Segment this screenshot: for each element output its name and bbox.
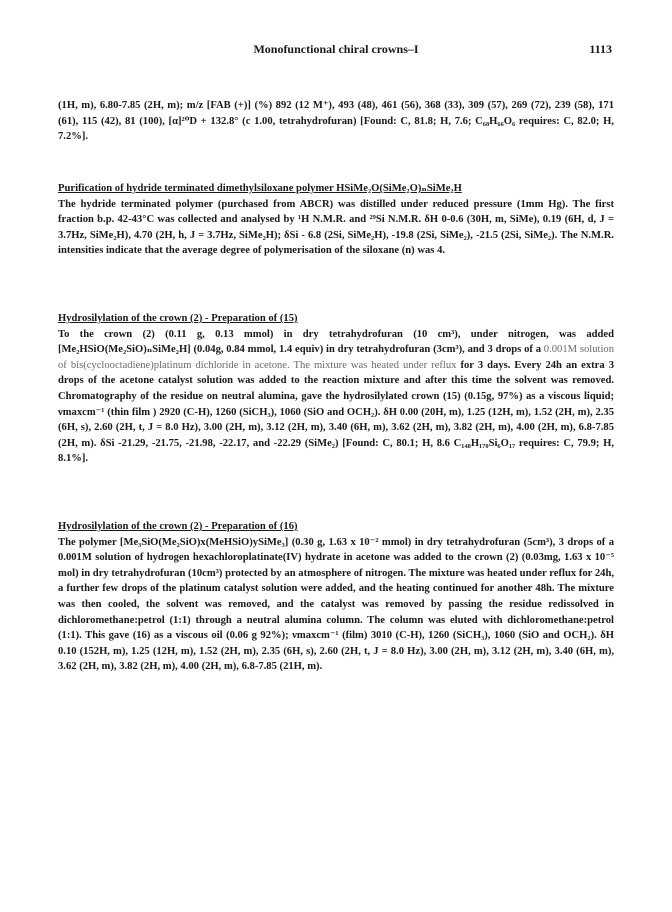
purification-section — [58, 181, 614, 259]
preparation-16-paragraph: The polymer [Me₃SiO(Me₂SiO)x(MeHSiO)ySiMe₃] (0.30 g, 1.63 x 10⁻² mmol) in dry tetrahydrofuran (5cm³), 3 drops of a 0.001M solution of hydrogen hexachloroplatinate(IV) hydrate in acetone was added to the crown (2) (0.03mg, 1.63 x 10⁻⁵ mol) in dry tetrahydrofuran (10cm³) protected by an atmosphere of nitrogen. The mixture was heated under reflux for 24h, a further few drops of the platinum catalyst solution were added, and the heating continued for another 48h. The mixture was then cooled, the solvent was removed, and the catalyst was removed by passing the residue redissolved in dichloromethane:petrol (1:1) through a neutral alumina column. The column was eluted with dichloromethane:petrol (1:1). This gave (16) as a viscous oil (0.06 g 92%); νmaxcm⁻¹ (film) 3010 (C-H), 1260 (SiCH₃), 1060 (SiO and OCH₂). δH 0.10 (152H, m), 1.25 (12H, m), 1.52 (2H, m), 2.35 (6H, s), 2.60 (2H, t, J = 8.0 Hz), 3.00 (2H, m), 3.12 (2H, m), 3.40 (6H, m), 3.62 (2H, m), 3.82 (2H, m), 4.00 (2H, m), 6.8-7.85 (21H, m). — [58, 536, 614, 673]
preparation-16-section — [58, 519, 614, 675]
preparation-16-heading: Hydrosilylation of the crown (2) - Preparation of (16) — [58, 521, 298, 532]
preparation-15-text-end: for 3 days. Every 24h an extra 3 drops of the acetone catalyst solution was added to the reaction mixture and after this time the solvent was removed. Chromatography of the residue on neutral alumina, gave the hydrosilylated crown (15) (0.15g, 97%) as a viscous liquid; νmaxcm⁻¹ (thin film ) 2920 (C-H), 1260 (SiCH₃), 1060 (SiO and OCH₂). δH 0.00 (20H, m), 1.25 (12H, m), 1.52 (2H, m), 2.35 (6H, s), 2.60 (2H, t, J = 8.0 Hz), 3.00 (2H, m), 3.12 (2H, m), 3.40 (6H, m), 3.62 (2H, m), 3.82 (2H, m), 4.00 (2H, m), 6.8-7.85 (2H, m). δSi -21.29, -21.75, -21.98, -22.17, and -22.29 (SiMe₂) [Found: C, 80.1; H, 8.6 C₁₄₈H₁₇₀Si₆O₁₇ requires: C, 79.9; H, 8.1%]. — [58, 359, 614, 465]
running-title: Monofunctional chiral crowns–I — [253, 42, 419, 56]
preparation-15-paragraph — [58, 327, 614, 467]
running-head — [0, 42, 672, 58]
intro-paragraph: (1H, m), 6.80-7.85 (2H, m); m/z [FAB (+)] (%) 892 (12 M⁺), 493 (48), 461 (56), 368 (33), 309 (57), 269 (72), 239 (58), 171 (61), 115 (42), 81 (100), [α]²⁰D + 132.8° (c 1.00, tetrahydrofuran) [Found: C, 81.8; H, 7.6; C₆₈H₆₆O₆ requires: C, 82.0; H, 7.2%]. — [58, 100, 614, 143]
preparation-15-section — [58, 311, 614, 467]
intro-block — [58, 98, 614, 145]
page-number: 1113 — [589, 42, 612, 56]
preparation-15-text-start: To the crown (2) (0.11 g, 0.13 mmol) in dry tetrahydrofuran (10 cm³), under nitrogen, was added [Me₂HSiO(Me₂SiO)ₙSiMe₂H] (0.04g, 0.84 mmol, 1.4 equiv) in dry tetrahydrofuran (3cm³), and 3 drops of a — [58, 328, 614, 356]
purification-heading: Purification of hydride terminated dimethylsiloxane polymer HSiMe₂O(SiMe₂O)ₙSiMe₂H — [58, 183, 462, 194]
preparation-15-heading: Hydrosilylation of the crown (2) - Preparation of (15) — [58, 313, 298, 324]
preparation-15-faded-text: 0.001M solution of bis(cyclooctadiene)platinum dichloride in acetone. The mixture was heated under reflux — [58, 344, 614, 371]
purification-paragraph: The hydride terminated polymer (purchased from ABCR) was distilled under reduced pressure (1mm Hg). The first fraction b.p. 42-43°C was collected and analysed by ¹H N.M.R. and ²⁹Si N.M.R. δH 0-0.6 (30H, m, SiMe), 0.19 (6H, d, J = 3.7Hz, SiMe₂H), 4.70 (2H, h, J = 3.7Hz, SiMe₂H); δSi - 6.8 (2Si, SiMe₂H), -19.8 (2Si, SiMe₂), -21.5 (2Si, SiMe₂). The N.M.R. intensities indicate that the average degree of polymerisation of the siloxane (n) was 4. — [58, 198, 614, 257]
